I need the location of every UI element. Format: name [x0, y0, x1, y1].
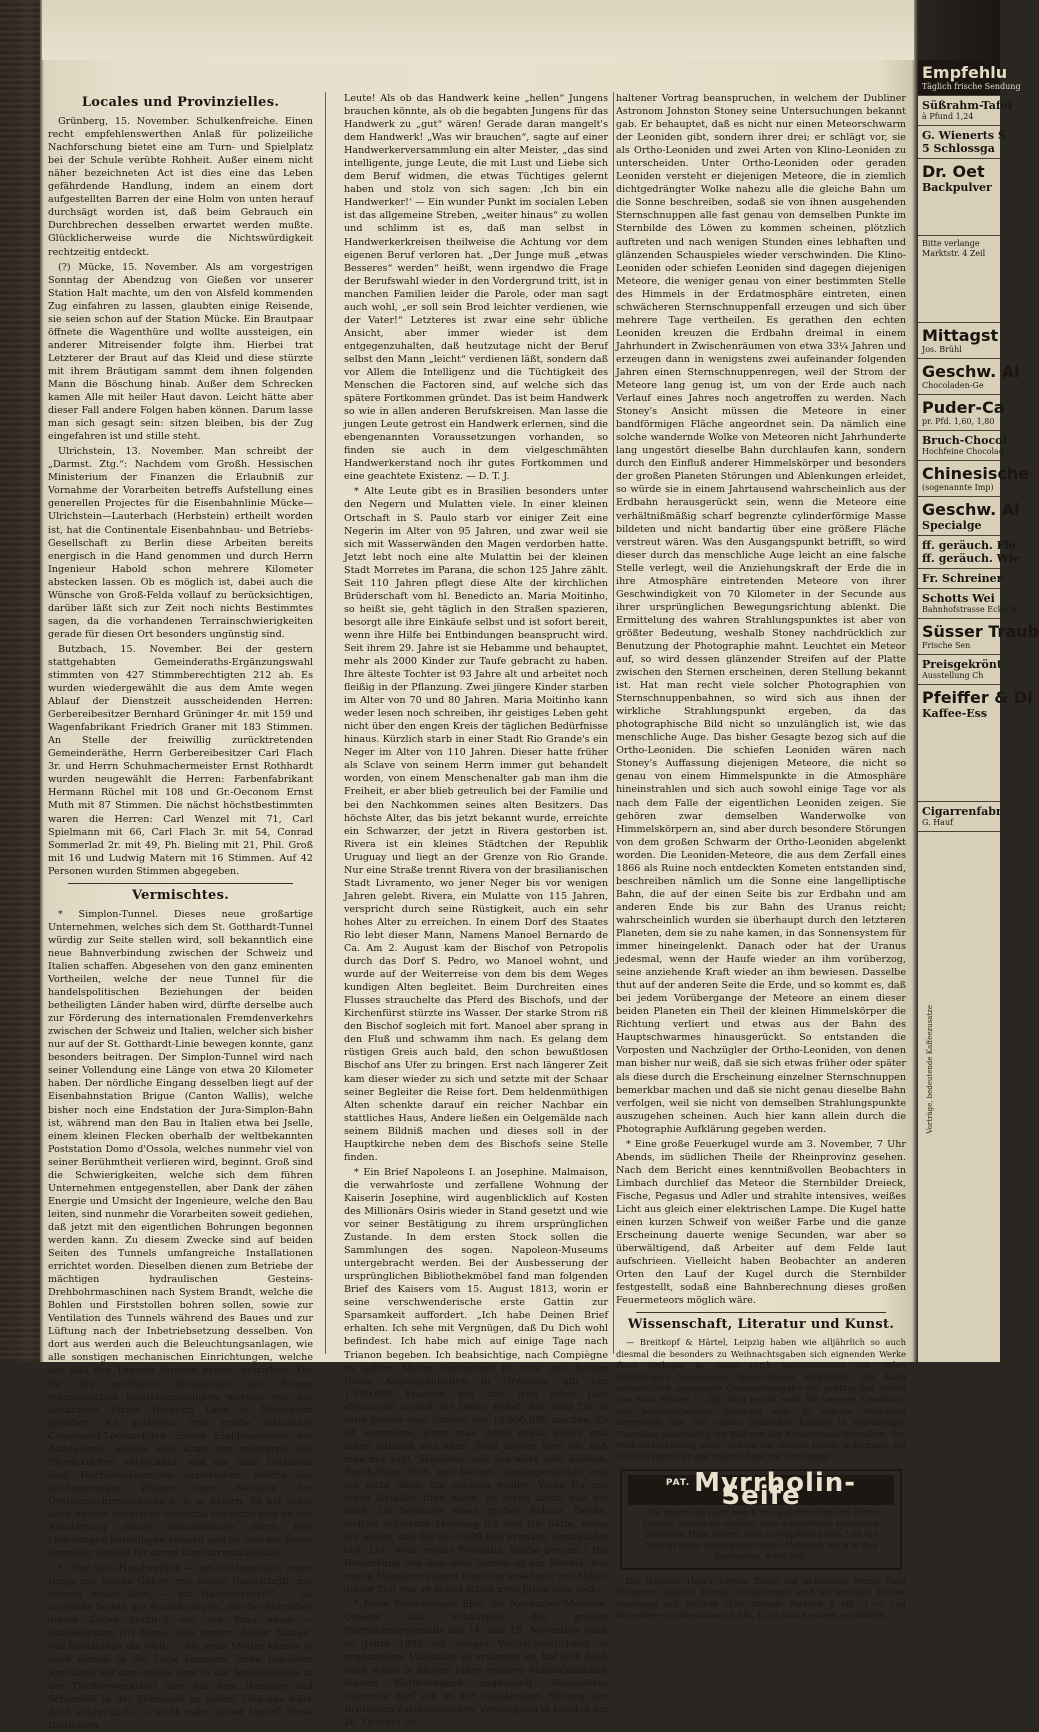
- article-paragraph: * Neue Forschungen über die November-Meteore. Obwohl das Schauspiel des großen Sternschnuppenfalls am 14. und 15. November auch im Jahre 1899 mit einiger Wahrscheinlichkeit in großartigem Maßstabe zu erwarten ist, hat sich doch auch schon in diesem Jahre größere Aufmerksamkeit diesem Naturereigniß zugewandt. Besonderes Interesse darf ein in der diesjährigen Sitzung der Britischen Astronomischen Vereinigung in London am 26. October ge-: [344, 1599, 608, 1728]
- article-paragraph: haltener Vortrag beanspruchen, in welchem der Dubliner Astronom Johnston Stoney seine Untersuchungen bekannt gab. Er behauptet, daß es nicht nur einen Meteorschwarm der Leoniden gibt, sondern ihrer drei; er schlägt vor, sie als Ortho-Leoniden und zwei Arten von Klino-Leoniden zu unterscheiden. Unter Ortho-Leoniden oder geraden Leoniden versteht er diejenigen Meteore, die in ziemlich dichtgedrängter Wolke nahezu alle die gleiche Bahn um die Sonne beschreiben, sodaß sie von ihnen ausgehenden Sternschnuppen alle fast genau von demselben Punkte im Sternbilde des Löwen zu kommen scheinen, plötzlich auftreten und nach wenigen Stunden eines lebhaften und glänzenden Schauspieles wieder verschwinden. Die Klino-Leoniden oder schiefen Leoniden sind dagegen diejenigen Meteore, die weniger genau von einer bestimmten Stelle des Himmels in der Erdatmosphäre eintreten, einen schwächeren Sternschnuppenfall erzeugen und sich über mehrere Tage vertheilen. Es gerathen den echten Leoniden kreuzen die Erdbahn dreimal in einem Jahrhundert in Zwischenräumen von etwa 33¼ Jahren und erzeugen dann in wenigstens zwei aufeinander folgenden Jahren einen Sternschnuppenregen, weil der Strom der Meteore lang genug ist, um von der Erde auch nach Verlauf eines Jahres noch angetroffen zu werden. Nach Stoney's Ansicht müssen die Meteore in einer bandförmigen Fläche angeordnet sein. Da nämlich eine solche wandernde Wolke von Meteoren nicht Jahrhunderte lang ungestört dieselbe Bahn durchlaufen kann, sondern durch den Einfluß anderer Himmelskörper und besonders der großen Planeten Störungen und Ablenkungen erleidet, so würde sie in einem Jahrtausend wahrscheinlich aus der Erdbahn herausgerückt sein, wenn die Meteore eine verhältnißmäßig scharf begrenzte cylinderförmige Masse bildeten und nicht bandartig über eine größere Fläche verstreut wären. Was den Ausgangspunkt betrifft, so wird dieser durch das menschliche Auge leicht an eine falsche Stelle verlegt, weil die Anziehungskraft der Erde die in ihre Atmosphäre eintretenden Meteore von ihrer Geschwindigkeit von 70 Kilometer in der Secunde aus ihrer ursprünglichen Bewegungsrichtung ablenkt. Die Ermittelung des wahren Strahlungspunktes ist aber von größter Bedeutung, weshalb Stoney nachdrücklich zur Benutzung der Photographie mahnt. Leuchtet ein Meteor auf, so wird dessen glänzender Streifen auf der Platte zwischen den Sternen erscheinen, deren Stellung bekannt ist. Hat man recht viele solcher Photographien von Sternschnuppenbahnen, so wird sich aus ihnen der wirkliche Strahlungspunkt ergeben, da das photographische Bild nicht so unzulänglich ist, wie das menschliche Auge. Das bisher Gesagte bezog sich auf die Ortho-Leoniden. Die schiefen Leoniden wären nach Stoney's Auffassung diejenigen Meteore, die nicht so genau von einem Himmelspunkte in die Atmosphäre hineinstrahlen und sich auch sowohl einige Tage vor als nach dem Falle der eigentlichen Leoniden zeigen. Sie gehören zwar demselben Wanderwolke von Himmelskörpern an, sind aber durch besondere Störungen von dem großen Schwarm der Ortho-Leoniden abgelenkt worden. Die Leoniden-Meteore, die aus dem Zerfall eines 1866 als Ruine noch entdeckten Kometen entstanden sind, beschreiben nämlich um die Sonne eine langelliptische Bahn, die auf der einen Seite bis zur Erdbahn und am anderen Ende bis zur Bahn des Uranus reicht; wahrscheinlich wurden sie überhaupt durch den letzteren Planeten, dem sie zu nahe kamen, in das Sonnensystem für immer hineingelenkt. Danach oder hat der Uranus jedesmal, wenn der Haufe wieder an ihm vorüberzog, seine anziehende Kraft wieder an ihm bewiesen. Dasselbe thut auf der anderen Seite die Erde, und so kommt es, daß bei jedem Vorübergange der Meteore an einem dieser beiden Planeten ein Theil der kleinen Himmelskörper die Richtung verliert und etwas aus der Bahn des Hauptschwarmes hinausgerückt. So entstanden die Vorposten und Nachzügler der Ortho-Leoniden, von denen man bisher nur weiß, daß sie sich etwas früher oder später als diese durch die Erscheinung einzelner Sternschnuppen bemerkbar machen und daß sie nicht genau dieselbe Bahn verfolgen, weil sie nicht von demselben Strahlungspunkte auszugehen scheinen. Auch hier kann allein durch die Photographie Aufklärung gegeben werden.: [616, 93, 906, 1135]
- column-rule-1: [325, 92, 326, 1354]
- ad-strip-item: Chinesische (sogenannte Imp): [918, 461, 1000, 497]
- ad-strip-item: Bitte verlange Marktstr. 4 Zeil: [918, 236, 1000, 323]
- ad-strip-item: Pfeiffer & Di Kaffee-Ess: [918, 685, 1000, 802]
- article-paragraph: Grünberg, 15. November. Schulkenfreiche. Einen recht empfehlenswerthen Anlaß für polizeiliche Nachforschung bietet eine am Turn- und Spielplatz bei der Schule verübte Rohheit. Außer einem nicht näher bezeichneten Act ist dies eine das Leben gefährdende Handlung, indem an einem dort aufgestellten Barren der eine Holm von unten herauf durchsägt worden ist, daß beim Gebrauch ein Durchbrechen desselben erwartet werden mußte. Glücklicherweise wurde die Nichtswürdigkeit rechtzeitig entdeckt.: [48, 116, 313, 258]
- ad-strip-item: Bruch-Chocol Hochfeine Chocolad: [918, 431, 1000, 461]
- ad-strip-item: Puder-Ca pr. Pfd. 1,60, 1,80: [918, 395, 1000, 431]
- advert-title: $^{PAT.}$ Myrrholin-Seife: [628, 1475, 894, 1505]
- ad-strip-item: Süsser Traub Frische Sen: [918, 619, 1000, 655]
- column-rule-2: [613, 92, 614, 1354]
- column-2: [344, 92, 608, 1728]
- section-divider: [68, 883, 293, 884]
- ad-strip-item: Süßrahm-Tafel à Pfund 1,24: [918, 96, 1000, 126]
- section-divider: [636, 1312, 886, 1313]
- book-binding: [0, 0, 40, 1362]
- vertical-margin-note: Vorträge, bedeutende Kaffeezusatze: [926, 1005, 934, 1134]
- column-3: [616, 92, 906, 1621]
- ad-strip-item: Fr. Schreiner: [918, 569, 1000, 589]
- article-paragraph: * Simplon-Tunnel. Dieses neue großartige Unternehmen, welches sich dem St. Gotthardt-Tunnel würdig zur Seite stellen wird, soll bekanntlich eine neue Bahnverbindung zwischen der Schweiz und Italien schaffen. Abgesehen von den ganz eminenten Vortheilen, welche der neue Tunnel für die handelspolitischen Beziehungen der beiden betheiligten Länder haben wird, dürfte derselbe auch zur Förderung des internationalen Fremdenverkehrs zwischen der Schweiz und Italien, welcher sich bisher nur auf der St. Gotthardt-Linie bewegen konnte, ganz besonders beitragen. Der Simplon-Tunnel wird nach seiner Vollendung eine Länge von etwa 20 Kilometer haben. Der nördliche Eingang desselben liegt auf der Eisenbahnstation Brigue (Canton Wallis), welche bisher noch eine Endstation der Jura-Simplon-Bahn ist, während man den Bau in Italien etwa bei Jselle, einem kleinen Flecken oberhalb der weltbekannten Poststation Domo d'Ossola, welches nunmehr viel von seiner Berühmtheit verlieren wird, beginnt. Groß sind die Schwierigkeiten, welche sich dem führen Unternehmen entgegenstellen, aber Dank der zähen Energie und Umsicht der Ingenieure, welche den Bau leiten, sind nunmehr die Vorarbeiten soweit gediehen, daß jetzt mit den eigentlichen Bohrungen begonnen werden kann. Zu diesem Zwecke sind auf beiden Seiten des Tunnels umfangreiche Installationen errichtet worden. Dieselben dienen zum Betriebe der mächtigen hydraulischen Gesteins-Drehbohrmaschinen nach System Brandt, welche die Bohlen und Firststollen bohren sollen, sowie zur Ventilation des Tunnels während des Baues und zur Lüftung nach der Inbetriebsetzung desselben. Von dort aus werden auch die Beleuchtungsanlagen, wie alle sonstigen mechanischen Einrichtungen, welche der Bau des Tunnels fördern helfen, betrieben. Die für die nördliche Installation bei Brigue erforderlichen Betriebsmaschinen werden von der bekannten Firma Heinrich Lanz in Mannheim geliefert. Es gelangen drei große stationäre Compound-Locomobilen dieses Etablissements zur Aufstellung, welche eine Kraft von mehreren 100 Pferdekräften entwickeln, und die dazu bestimmt sind, Hochdruckpumpen anzutreiben, welche das hochgepumpte Wasser zum Betriebe der Gesteinsbohrmaschinen u. s. w. liefern. Es hat somit auch unsere heimische deutsche Industrie sich an der Ausstattung dieser Installationen durch ihre Lieferungen betheiligen können und ist dies ein neuer ehrender Beweis für deren Concurrenzfähigkeit.: [48, 908, 313, 1560]
- adjacent-page-ads: [918, 60, 1039, 1362]
- ad-strip-item: Schotts Wei Bahnhofstrasse Ecke W: [918, 589, 1000, 619]
- ad-strip-item: Preisgekrönt Ausstellung Ch: [918, 655, 1000, 685]
- ad-strip-item: ff. geräuch. Fle ff. geräuch. Wie: [918, 536, 1000, 569]
- article-paragraph: — Breitkopf & Härtel, Leipzig haben wie alljährlich so auch diesmal die besonders zu Weihnachtsgaben sich eignenden Werke ihres Verlages in einem reich ausgestatteten mit vielen Abbildungen versehenen Verzeichnisse aufgeführt. Die darin aufgezählten angezeigte Gesammtausgabe der praktischen Werke von Fritz Reuter u. dgl. wird gewiß auch für unseren Leserkreis von hervorragendem Interesse sein. In eigener Druckerei hergestellt gibt der sauber gedruckte Katalog in eigenartiger Umschlag gleichzeitig ein Bild von der Arbeitsweise derselben. Der Weihnachtskatalog steht, sowohl der Vorrath reicht, Jedermann auf Wunsch portofrei und unberechnet zur Verfügung.: [616, 1337, 906, 1462]
- ad-strip-item: G. Wienerts S 5 Schlossga: [918, 126, 1000, 159]
- ad-strip-item: Mittagst Jos. Brühl: [918, 323, 1000, 359]
- myrrholin-advert: [620, 1469, 902, 1570]
- ad-strip-item: Dr. Oet Backpulver: [918, 159, 1000, 236]
- article-paragraph: * Alte Leute gibt es in Brasilien besonders unter den Negern und Mulatten viele. In einer kleinen Ortschaft in S. Paulo starb vor einiger Zeit eine Negerin im Alter von 95 Jahren, und zwar weil sie sich mit Wasserwänden den Magen verdorben hatte. Jetzt lebt noch eine alte Mulattin bei der kleinen Stadt Morretes im Parana, die schon 125 Jahre zählt. Seit 110 Jahren pflegt diese Alte der kirchlichen Brüderschaft vom hl. Benedicto an. Maria Moitinho, so heißt sie, geht täglich in den Straßen spazieren, besorgt alle ihre Einkäufe selbst und ist sofort bereit, wenn ihre Hilfe bei Entbindungen beansprucht wird. Seit ihrem 29. Jahre ist sie Hebamme und behauptet, mehr als 2000 Kinder zur Taufe gebracht zu haben. Ihre älteste Tochter ist 93 Jahre alt und arbeitet noch fleißig in der Pflanzung. Zwei jüngere Kinder starben im Alter von 70 und 80 Jahren. Maria Moitinho kann weder lesen noch schreiben, ihr geistiges Leben geht nicht über den engen Kreis der täglichen Bedürfnisse hinaus. Kürzlich starb in einer Stadt Rio Grande's ein Neger im Alter von 110 Jahren. Dieser hatte früher als Sclave von seinem Herrn immer gut behandelt worden, von einem Menschenalter gab man ihm die Freiheit, er aber blieb getreulich bei der Familie und bei den Nachkommen seines alten Besitzers. Das höchste Alter, das bis jetzt bekannt wurde, erreichte ein Schwarzer, der jetzt in Rivera gestorben ist. Rivera ist ein kleines Städtchen der Republik Uruguay und liegt an der Grenze von Rio Grande. Nur eine Straße trennt Rivera von der brasilianischen Stadt Livramento, wo jener Neger bis vor wenigen Jahren gelebt. Rivera, ein Mulatte von 115 Jahren, verspricht durch seine Rüstigkeit, auch ein sehr hohes Alter zu erreichen. In einem Dorf des Staates Rio lebt dieser Mann, Namens Manoel Bernardo de Ca. Am 2. August kam der Bischof von Petropolis durch das Dorf S. Pedro, wo Manoel wohnt, und wurde auf der Weiterreise von dem bis dem Weges kundigen Alten begleitet. Beim Durchreiten eines Flusses strauchelte das Pferd des Bischofs, und der Kirchenfürst stürzte ins Wasser. Der starke Strom riß den Bischof sogleich mit fort. Manoel aber sprang in den Fluß und schwamm ihm nach. Es gelang dem rüstigen Greis auch bald, den schon bewußtlosen Bischof ans Ufer zu bringen. Erst nach längerer Zeit kam dieser wieder zu sich und setzte mit der Schaar seiner Begleiter die Reise fort. Dem heldenmüthigen Alten schenkte darauf ein reicher Nachbar ein stattliches Haus, Andere ließen ein Oelgemälde nach seinem Bildniß machen und dieses soll in der Hauptkirche neben dem des Bischofs seine Stelle finden.: [344, 486, 608, 1163]
- tea-notice: Die feinsten Thee's 1898er Ernte der bekannten Firma Thee Messmer (Kaiserl. Königl. Hoflieferant) sind im Verkauf. 1898er Souchong mit Blüthen (100 Gramm Packete à Mk. 1.—) und Kaiserthee (in Blechdosen à Mk. 1,25) sind Kennern empfohlen.: [616, 1575, 906, 1621]
- section-heading-wissenschaft: Wissenschaft, Literatur und Kunst.: [627, 1317, 895, 1333]
- article-paragraph: (?) Mücke, 15. November. Als am vorgestrigen Sonntag der Abendzug von Gießen vor unserer Station Halt machte, um den von Alsfeld kommenden Zug einfahren zu lassen, glaubten einige Reisende, sie seien schon auf der Station Mücke. Ein Brautpaar öffnete die Wagenthüre und wollte aussteigen, ein anderer Mitreisender folgte ihm. Hierbei trat Letzterer der Braut auf das Kleid und diese stürzte mit ihrem Bräutigam sammt dem ihnen folgenden Mann die Böschung hinab. Außer dem Schrecken kamen Alle mit heiler Haut davon. Leicht hätte aber dieser Fall andere Folgen haben können. Darum lasse man sich gesagt sein: sitzen bleiben, bis der Zug eingefahren ist und stille steht.: [48, 261, 313, 443]
- article-paragraph: * Ein Brief Napoleons I. an Josephine. Malmaison, die verwahrloste und zerfallene Wohnung der Kaiserin Josephine, wird augenblicklich auf Kosten des Millionärs Osiris wieder in Stand gesetzt und wie vor seiner Bestätigung zu ihrem ursprünglichen Zustande. In dem ersten Stock sollen die Sammlungen des sogen. Napoleon-Museums untergebracht werden. Bei der Ausbesserung der ursprünglichen Bibliothekmöbel fand man folgenden Brief des Kaisers vom 15. August 1813, worin er seine verschwenderische erste Gattin zur Sparsamkeit auffordert. „Ich habe Deinen Brief erhalten. Ich sehe mit Vergnügen, daß Du Dich wohl befindest. Ich habe mich auf einige Tage nach Trianon begeben. Ich beabsichtige, nach Compiègne zu gehen. Meine Gesundheit ist sehr gut. Bringe Deine Angelegenheiten in Ordnung; gib nur 1,500,000 Franken aus und lege jedes Jahr ebensoviel zurück für Deine Enkel; das wird Dir in zehn Jahren eine Summe von 15,000,000 machen. Es ist angenehm, wenn man ihnen etwas geben und ihnen nützlich sein kann. Statt dessen höre ich, daß man mir sagt, Schulden, und das wäre sehr häßlich. Beschäftige Dich mit Deinen Angelegenheiten und gib nicht Allen, die nehmen wollen. Wenn Du mir einen Gefallen thun willst, so sorge dafür, daß ich weiß, Du besitzest einen großen Schatz. Denke, welche schlechte Meinung ich von Dir hätte, wenn ich wüßte, daß Du bei 3,000,000 Franken verschuldet bist. Leb' wohl, meine Freundin, bleibe gesund.“ Die Bemerkung von den zehn Jahren ist ein Beweis, wie wenig Napoleon seinen Sturz vorausahnte: vor Ablauf dieser Zeit war er selbst schon zwei Jahre lang todt.: [344, 1166, 608, 1596]
- article-paragraph: * „Nur kein Handwerker, — um Gotteswillen, unser Junge mit seinen Gaben, mit seiner Handschrift, mit seinem hellen Kopf, — ein Handwerker?!“ — So ungefähr lauten die Ausführungen, die der Schreiber dieser Zeilen kürzlich von der Frau eines — Handwerkers (!!) hörte. Also immer „höher hinaus“ will heutzutage die Welt, — die arme Mutter könnte ja auch einmal in die Lage kommen, ihren begabten Sprößling mit dem hellen Kopf in der Arbeitsblouse in der Tischlerwerkstatt oder mit dem Hammer und Schurzfell in der Schmiede zu sehen! Und das wäre doch schrecklich, — nicht wahr, lieber Leser? Diese thörichten: [48, 1563, 313, 1731]
- article-paragraph: Leute! Als ob das Handwerk keine „hellen“ Jungens brauchen könnte, als ob die begabten Jungens für das Handwerk zu „gut“ wären! Gerade daran mangelt's dem Handwerk! „Was wir brauchen“, sagte auf einer Handwerkerversammlung ein alter Meister, „das sind intelligente, junge Leute, die mit Lust und Liebe sich dem Beruf widmen, die etwas Tüchtiges gelernt haben und stolz von sich sagen: ‚Ich bin ein Handwerker!‘ — Ein wunder Punkt im socialen Leben ist das allgemeine Streben, „weiter hinaus“ zu wollen und schlimm ist es, daß man selbst in Handwerkerkreisen theilweise die Achtung vor dem eigenen Beruf verloren hat. „Der Junge muß „etwas Besseres“ werden“ heißt, wenn irgendwo die Frage der Berufswahl wieder in den Vordergrund tritt, ist in manchen Familien leider die Parole, oder man sagt auch wohl, „er soll sein Brod leichter verdienen, wie der Vater!“ Letzteres ist zwar eine sehr übliche Ansicht, aber immer wieder ist dem entgegenzuhalten, daß heutzutage nicht der Beruf selbst den Mann „leicht“ verdienen läßt, sondern daß vor Allem die Intelligenz und die Tüchtigkeit des Menschen die Factoren sind, auf welche sich das spätere Fortkommen gründet. Das ist beim Handwerk so wie in allen anderen Berufskreisen. Man lasse die jungen Leute getrost ein Handwerk erlernen, sind die ebengenannten Voraussetzungen vorhanden, so finden sie auch in dem vielgeschmähten Handwerkerstand noch ihr gutes Fortkommen und eine geachtete Existenz. — D. T. J.: [344, 93, 608, 483]
- article-paragraph: * Eine große Feuerkugel wurde am 3. November, 7 Uhr Abends, im südlichen Theile der Rheinprovinz gesehen. Nach dem Bericht eines kenntnißvollen Beobachters in Limbach durchlief das Meteor die Sternbilder Dreieck, Fische, Pegasus und Adler und strahlte intensives, weißes Licht aus gleich einer elektrischen Lampe. Die Kugel hatte einen kurzen Schweif von weißer Farbe und die ganze Erscheinung dauerte wenige Secunden, war aber so überwältigend, daß Arbeiter auf dem Felde laut aufschrieen. Vielleicht haben Beobachter an anderen Orten den Lauf der Kugel durch die Sternbilder festgestellt, sodaß eine Bahnberechnung dieses großen Feuermeteors möglich wäre.: [616, 1138, 906, 1307]
- ad-strip-item: Empfehlu Täglich frische Sendung: [918, 60, 1000, 96]
- section-heading-vermischtes: Vermischtes.: [131, 887, 230, 903]
- ad-strip-item: Cigarrenfabr G. Hauf: [918, 802, 1000, 832]
- section-heading-locales: Locales und Provinzielles.: [81, 95, 280, 110]
- column-1: [48, 92, 313, 1731]
- advert-text: „Sie macht die Haut weich und geschmeidig und dürfte Leuten, welche an spröder, zum Aufspringen neigender trockener Haut leiden, sehr zu empfehlen sein,“ ist die Ansicht eines erfahrenen Arztes. Ueberall, auch in den Apotheken, erhältlich.: [642, 1506, 880, 1561]
- advert-pat-mark: PAT.: [665, 1477, 691, 1488]
- article-paragraph: Butzbach, 15. November. Bei der gestern stattgehabten Gemeinderaths-Ergänzungswahl stimmten von 427 Stimmberechtigten 212 ab. Es wurden wiedergewählt die aus dem Amte wegen Ablauf der Dienstzeit ausscheidenden Herren: Gerbereibesitzer Bernhard Grüninger 4r. mit 159 und Wagenfabrikant Friedrich Graner mit 183 Stimmen. An Stelle der freiwillig zurücktretenden Gemeinderäthe, Herrn Gerbereibesitzer Carl Flach 3r. und Herrn Schuhmachermeister Ernst Rothhardt wurden neugewählt die Herren: Farbenfabrikant Hermann Rüchel mit 108 und Gr.-Oeconom Ernst Muth mit 87 Stimmen. Die nächst höchstbestimmten waren die Herren: Carl Wenzel mit 71, Carl Spielmann mit 66, Carl Flach 3r. mit 54, Conrad Sommerlad 2r. mit 49, Ph. Bieling mit 21, Phil. Groß mit 16 und Ludwig Matern mit 16 Stimmen. Auf 42 Personen wurden Stimmen abgegeben.: [48, 643, 313, 877]
- article-paragraph: Ulrichstein, 13. November. Man schreibt der „Darmst. Ztg.“: Nachdem vom Großh. Hessischen Ministerium der Finanzen die Erlaubniß zur Vornahme der Vorarbeiten betreffs Aufstellung eines generellen Projectes für die Eisenbahnlinie Mücke—Ulrichstein—Lauterbach (Herbstein) ertheilt worden ist, hat die Continentale Eisenbahnbau- und Betriebs-Gesellschaft zu Berlin diese Arbeiten bereits energisch in die Hand genommen und durch Herrn Ingenieur Habold schon mehrere Kilometer abstecken lassen. Ob es möglich ist, dabei auch die Wünsche von Groß-Felda vollauf zu berücksichtigen, darüber läßt sich zur Zeit noch nichts Bestimmtes sagen, da die vorhandenen Terrainschwierigkeiten gerade für diesen Ort besonders ungünstig sind.: [48, 446, 313, 640]
- ad-strip-item: Geschw. Al Specialge: [918, 497, 1000, 536]
- newspaper-page: [42, 0, 914, 1731]
- ad-strip-item: Geschw. Al Chocoladen-Ge: [918, 359, 1000, 395]
